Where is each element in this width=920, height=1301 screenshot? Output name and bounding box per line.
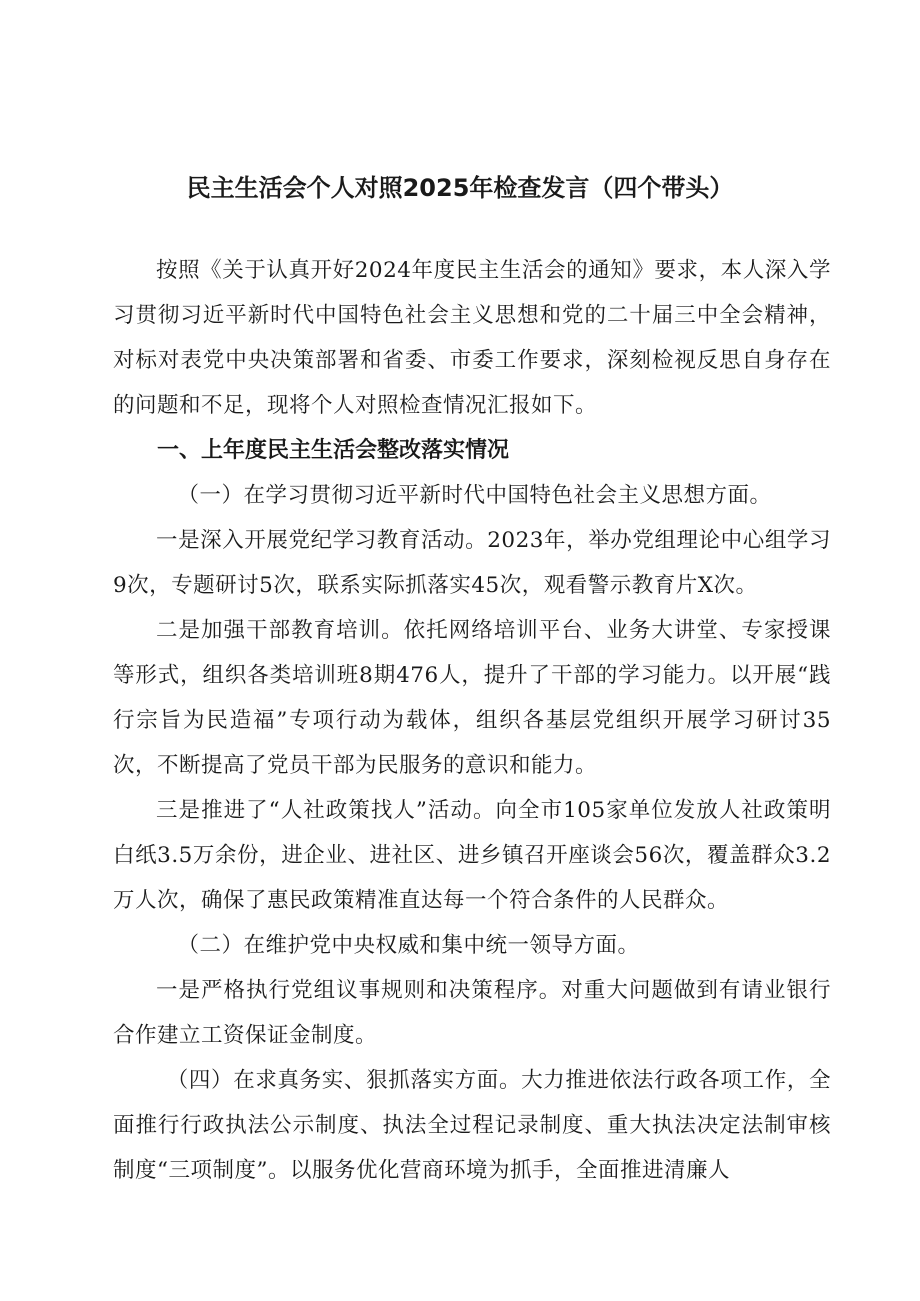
subsection-heading-1: （一）在学习贯彻习近平新时代中国特色社会主义思想方面。	[177, 483, 772, 508]
paragraph-study-education: 一是深入开展党纪学习教育活动。2023年，举办党组理论中心组学习9次，专题研讨5次，联系实际抓落实45次，观看警示教育片X次。	[113, 528, 831, 598]
paragraph-policy-outreach: 三是推进了“人社政策找人”活动。向全市105家单位发放人社政策明白纸3.5万余份，进企业、进社区、进乡镇召开座谈会56次，覆盖群众3.2万人次，确保了惠民政策精准直达每一个符合条件的人民群众。	[113, 798, 831, 913]
section-heading-1: 一、上年度民主生活会整改落实情况	[157, 438, 510, 463]
document-body	[113, 248, 831, 1193]
paragraph-cadre-training: 二是加强干部教育培训。依托网络培训平台、业务大讲堂、专家授课等形式，组织各类培训班8期476人，提升了干部的学习能力。以开展“践行宗旨为民造福”专项行动为载体，组织各基层党组织开展学习研讨35次，不断提高了党员干部为民服务的意识和能力。	[113, 618, 831, 778]
subsection-heading-2: （二）在维护党中央权威和集中统一领导方面。	[177, 933, 640, 958]
paragraph-decision-rules: 一是严格执行党组议事规则和决策程序。对重大问题做到有请业银行合作建立工资保证金制度。	[113, 978, 831, 1048]
document-title: 民主生活会个人对照2025年检查发言（四个带头）	[186, 174, 734, 202]
intro-paragraph: 按照《关于认真开好2024年度民主生活会的通知》要求，本人深入学习贯彻习近平新时代中国特色社会主义思想和党的二十届三中全会精神，对标对表党中央决策部署和省委、市委工作要求，深刻检视反思自身存在的问题和不足，现将个人对照检查情况汇报如下。	[113, 258, 831, 418]
paragraph-implementation: （四）在求真务实、狠抓落实方面。大力推进依法行政各项工作，全面推行行政执法公示制度、执法全过程记录制度、重大执法决定法制审核制度“三项制度”。以服务优化营商环境为抓手，全面推进清廉人	[113, 1068, 831, 1183]
